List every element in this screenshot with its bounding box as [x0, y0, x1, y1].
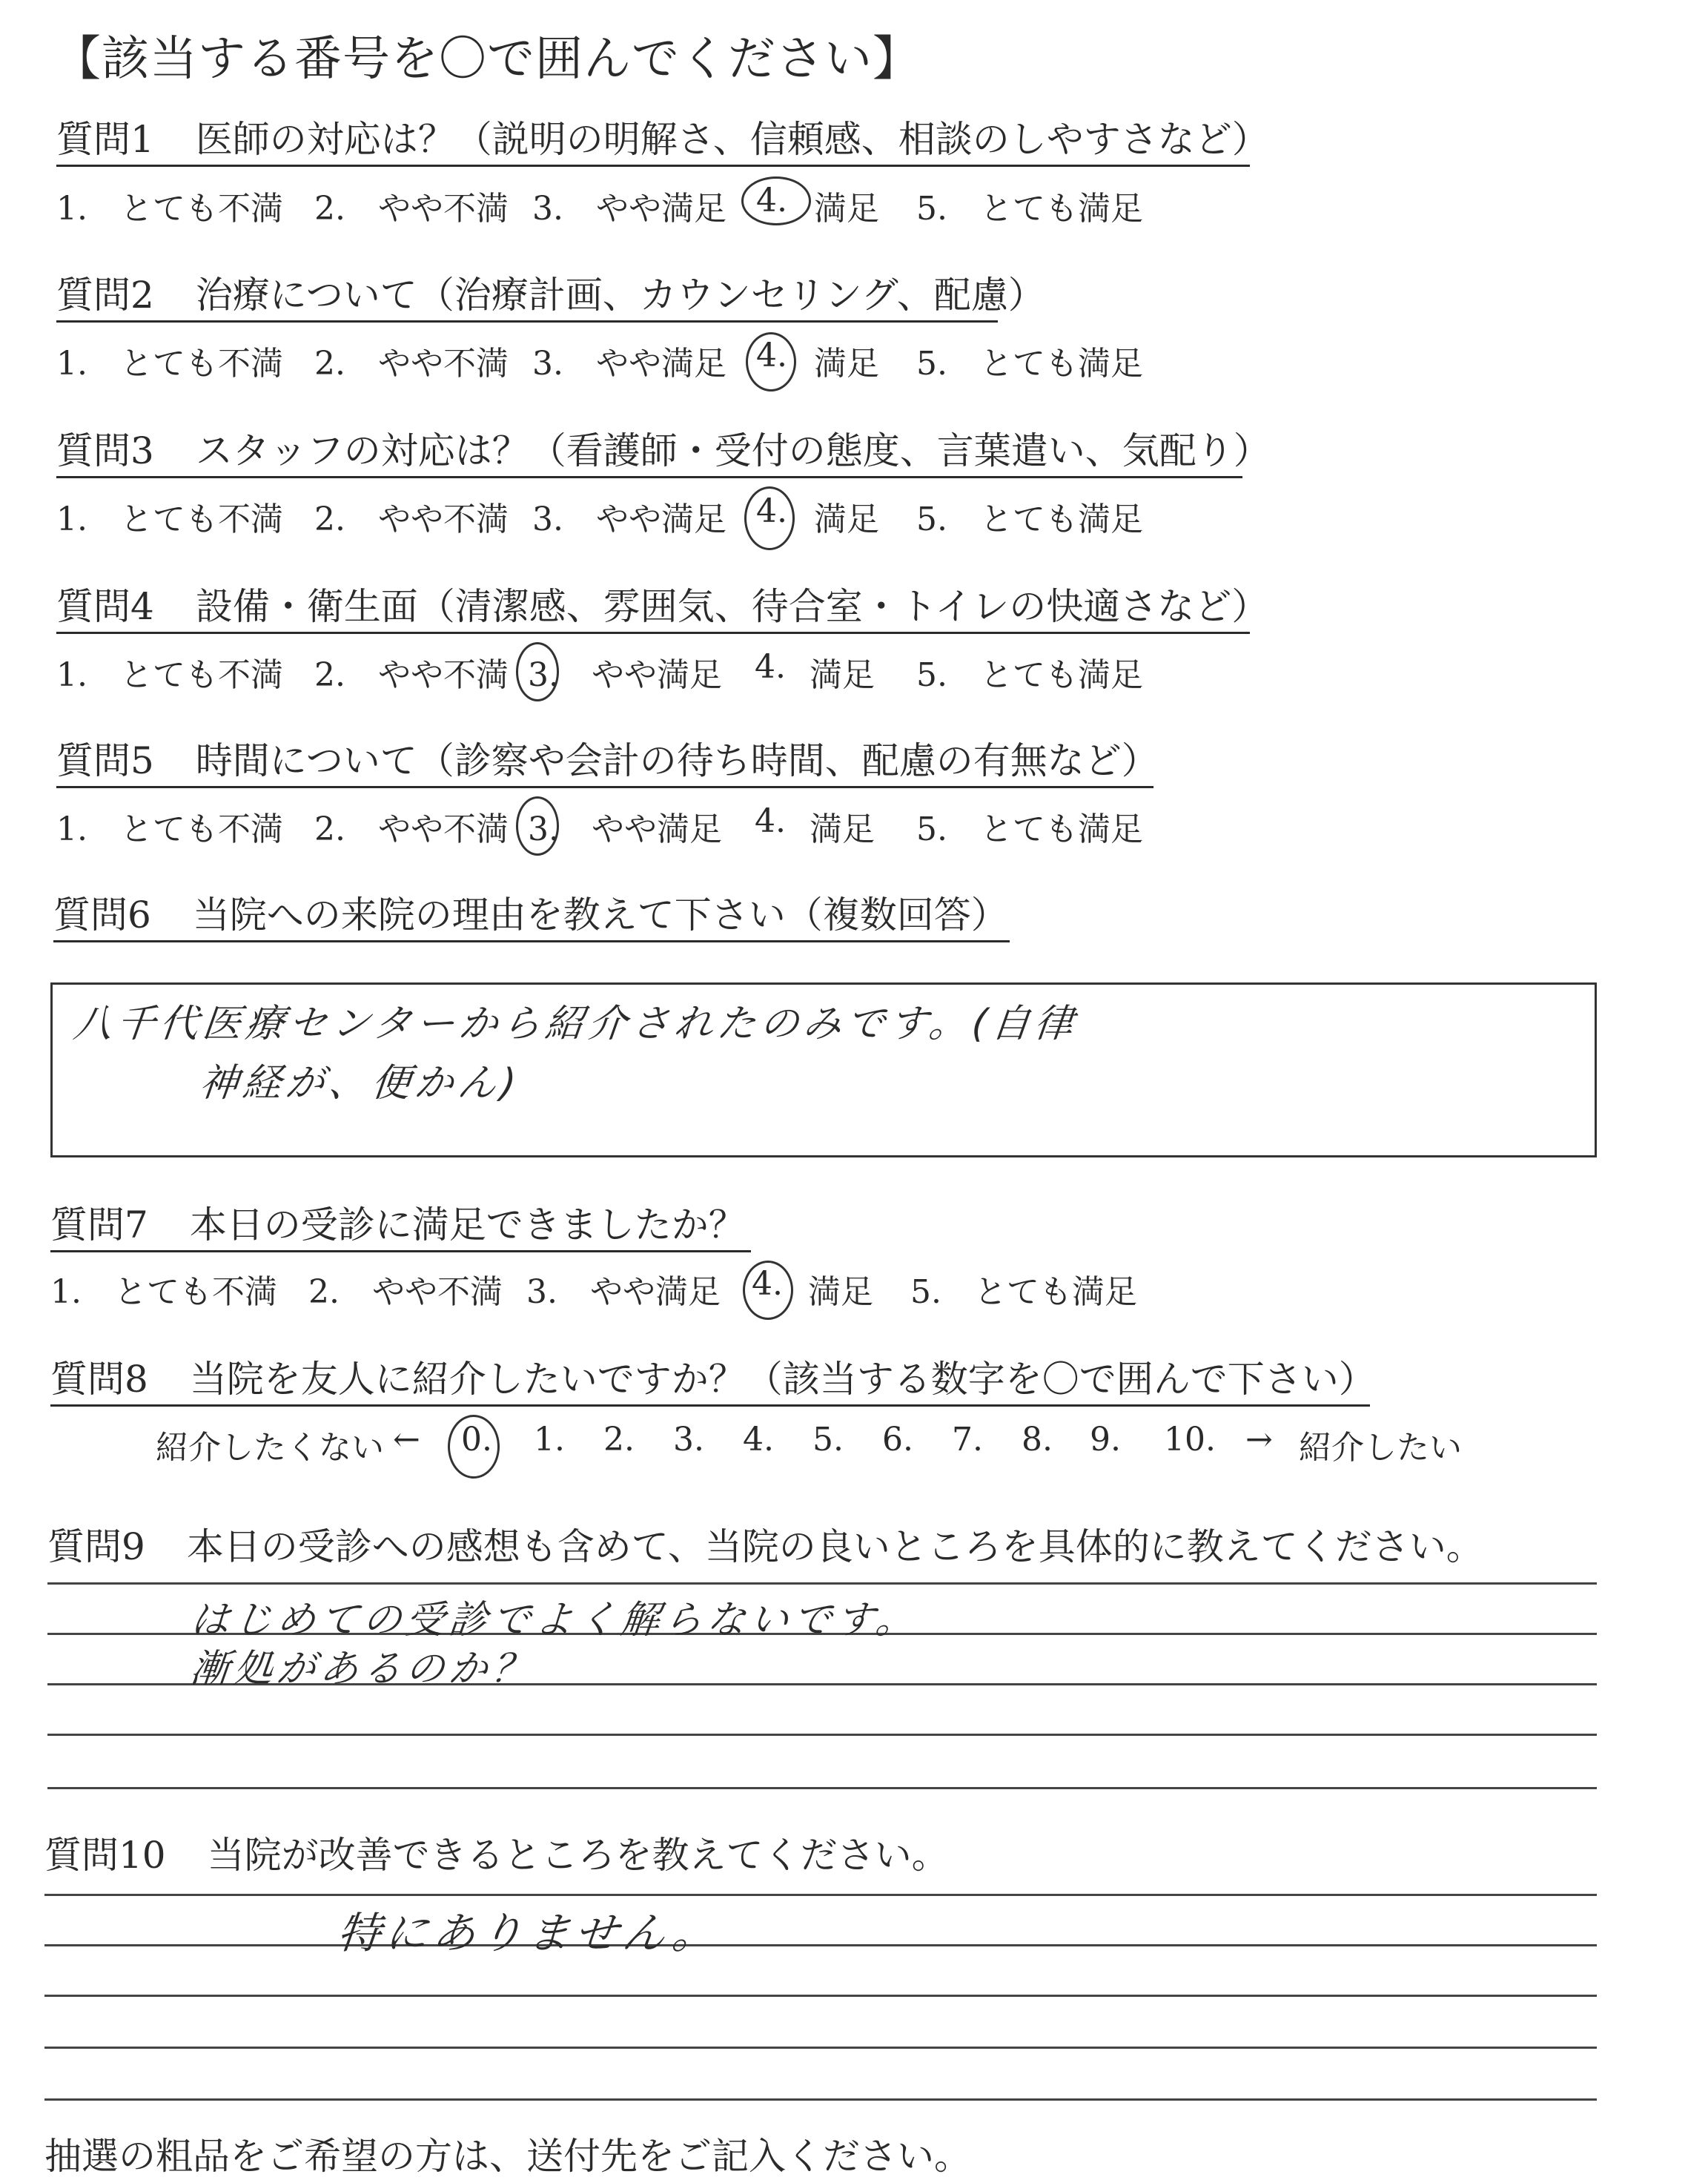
q1-option-3[interactable]: 3. やや満足 [532, 190, 726, 228]
q4-option-3[interactable]: 3. やや満足 [528, 656, 722, 694]
q7-option-3[interactable]: 3. やや満足 [526, 1273, 721, 1311]
q8-number-3[interactable]: 3. [673, 1421, 704, 1459]
q7-option-4-label: 満足 [808, 1273, 873, 1311]
question-7-number: 質問7 [50, 1203, 148, 1246]
q5-option-3[interactable]: 3. やや満足 [528, 810, 722, 848]
q8-number-7[interactable]: 7. [952, 1421, 983, 1459]
q9-answer-line-1: はじめての受診でよく解らないです。 [188, 1598, 921, 1642]
q3-option-5[interactable]: 5. とても満足 [916, 501, 1143, 538]
question-5-number: 質問5 [56, 739, 154, 782]
q10-answer-line-1: 特にありません。 [334, 1908, 723, 1958]
q4-option-5[interactable]: 5. とても満足 [916, 656, 1143, 694]
q2-option-2[interactable]: 2. やや不満 [314, 345, 509, 383]
q2-option-4[interactable]: 4. [756, 337, 787, 374]
q1-option-5[interactable]: 5. とても満足 [916, 190, 1143, 228]
question-5-title [56, 739, 1159, 788]
q7-selection-circle [743, 1261, 793, 1320]
q8-number-9[interactable]: 9. [1090, 1421, 1121, 1459]
q2-option-1[interactable]: 1. とても不満 [56, 345, 283, 383]
question-2-text: 治療について（治療計画、カウンセリング、配慮） [195, 274, 1045, 317]
q8-arrow-right: → [1245, 1421, 1273, 1459]
q9-answer-line-rule-1 [47, 1582, 1597, 1585]
q8-left-label: 紹介したくない [156, 1429, 384, 1467]
q8-selection-circle [448, 1415, 500, 1479]
q8-number-4[interactable]: 4. [743, 1421, 774, 1459]
q4-option-2[interactable]: 2. やや不満 [314, 656, 509, 694]
q5-selection-circle [516, 796, 559, 856]
q5-option-4[interactable]: 4. [755, 802, 786, 840]
q7-option-4[interactable]: 4. [752, 1265, 783, 1303]
question-3-text: スタッフの対応は？（看護師・受付の態度、言葉遣い、気配り） [195, 429, 1271, 472]
question-4-text: 設備・衛生面（清潔感、雰囲気、待合室・トイレの快適さなど） [195, 585, 1269, 628]
q8-number-1[interactable]: 1. [534, 1421, 565, 1459]
q3-option-4[interactable]: 4. [756, 492, 787, 530]
q2-selection-circle [746, 332, 796, 392]
question-6-title [53, 894, 1010, 942]
q5-option-5[interactable]: 5. とても満足 [916, 810, 1143, 848]
q8-number-0[interactable]: 0. [461, 1421, 492, 1459]
q10-answer-line-rule-3 [44, 1995, 1597, 1997]
q1-option-1[interactable]: 1. とても不満 [56, 190, 283, 228]
q1-selection-circle [741, 176, 811, 225]
question-1-title [56, 118, 1269, 167]
q7-option-1[interactable]: 1. とても不満 [50, 1273, 277, 1311]
question-8-text: 当院を友人に紹介したいですか？（該当する数字を〇で囲んで下さい） [189, 1358, 1376, 1401]
q9-answer-line-2: 漸処があるのか？ [188, 1647, 537, 1691]
question-7-title [50, 1204, 751, 1252]
question-8-number: 質問8 [50, 1358, 148, 1401]
q10-answer-line-rule-1 [44, 1894, 1597, 1896]
q8-number-2[interactable]: 2. [603, 1421, 635, 1459]
question-2-number: 質問2 [56, 274, 154, 317]
q6-answer-line-1: 八千代医療センターから紹介されたのみです。(自律 [71, 1002, 1080, 1046]
q8-number-5[interactable]: 5. [812, 1421, 844, 1459]
q8-number-10[interactable]: 10. [1164, 1421, 1216, 1459]
q3-option-3[interactable]: 3. やや満足 [532, 501, 726, 538]
q7-option-2[interactable]: 2. やや不満 [308, 1273, 503, 1311]
q8-right-label: 紹介したい [1299, 1429, 1462, 1467]
question-7-text: 本日の受診に満足できましたか？ [189, 1203, 746, 1246]
q2-option-5[interactable]: 5. とても満足 [916, 345, 1143, 383]
question-1-number: 質問1 [56, 118, 154, 161]
question-4-number: 質問4 [56, 585, 154, 628]
q5-option-2[interactable]: 2. やや不満 [314, 810, 509, 848]
q8-number-8[interactable]: 8. [1022, 1421, 1053, 1459]
q2-option-4-label: 満足 [814, 345, 879, 383]
q9-answer-line-rule-5 [47, 1787, 1597, 1789]
question-10-title [44, 1826, 949, 1879]
q5-option-1[interactable]: 1. とても不満 [56, 810, 283, 848]
question-4-title [56, 585, 1269, 634]
q3-option-2[interactable]: 2. やや不満 [314, 501, 509, 538]
q7-option-5[interactable]: 5. とても満足 [910, 1273, 1137, 1311]
q8-number-6[interactable]: 6. [882, 1421, 913, 1459]
question-3-title [56, 429, 1271, 478]
q10-answer-line-rule-5 [44, 2098, 1597, 2101]
question-2-title [56, 274, 1045, 323]
page-heading: 【該当する番号を〇で囲んでください】 [53, 32, 921, 87]
q4-selection-circle [516, 642, 559, 701]
question-10-number: 質問10 [44, 1834, 166, 1877]
q8-arrow-left: ← [393, 1421, 420, 1459]
footer-instruction: 抽選の粗品をご希望の方は、送付先をご記入ください。 [44, 2135, 971, 2178]
q6-answer-line-2: 神経が、便かん) [197, 1061, 523, 1106]
q3-option-4-label: 満足 [814, 501, 879, 538]
question-9-title [47, 1517, 1483, 1570]
question-1-text: 医師の対応は？（説明の明解さ、信頼感、相談のしやすさなど） [195, 118, 1269, 161]
question-6-text: 当院への来院の理由を教えて下さい（複数回答） [192, 894, 1008, 937]
question-6-number: 質問6 [53, 894, 151, 937]
q1-option-4-label: 満足 [814, 190, 879, 228]
q3-selection-circle [744, 486, 795, 550]
q1-option-4[interactable]: 4. [756, 182, 787, 219]
q2-option-3[interactable]: 3. やや満足 [532, 345, 726, 383]
q10-answer-line-rule-2 [44, 1944, 1597, 1946]
q4-option-4[interactable]: 4. [755, 648, 786, 686]
q1-option-2[interactable]: 2. やや不満 [314, 190, 509, 228]
q10-answer-line-rule-4 [44, 2047, 1597, 2049]
q4-option-4-label: 満足 [810, 656, 875, 694]
q9-answer-line-rule-4 [47, 1734, 1597, 1736]
q4-option-1[interactable]: 1. とても不満 [56, 656, 283, 694]
question-9-number: 質問9 [47, 1525, 145, 1568]
question-9-text: 本日の受診への感想も含めて、当院の良いところを具体的に教えてください。 [186, 1525, 1483, 1568]
q5-option-4-label: 満足 [810, 810, 875, 848]
question-10-text: 当院が改善できるところを教えてください。 [207, 1834, 949, 1877]
q3-option-1[interactable]: 1. とても不満 [56, 501, 283, 538]
question-8-title [50, 1358, 1376, 1407]
question-3-number: 質問3 [56, 429, 154, 472]
question-5-text: 時間について（診察や会計の待ち時間、配慮の有無など） [195, 739, 1159, 782]
